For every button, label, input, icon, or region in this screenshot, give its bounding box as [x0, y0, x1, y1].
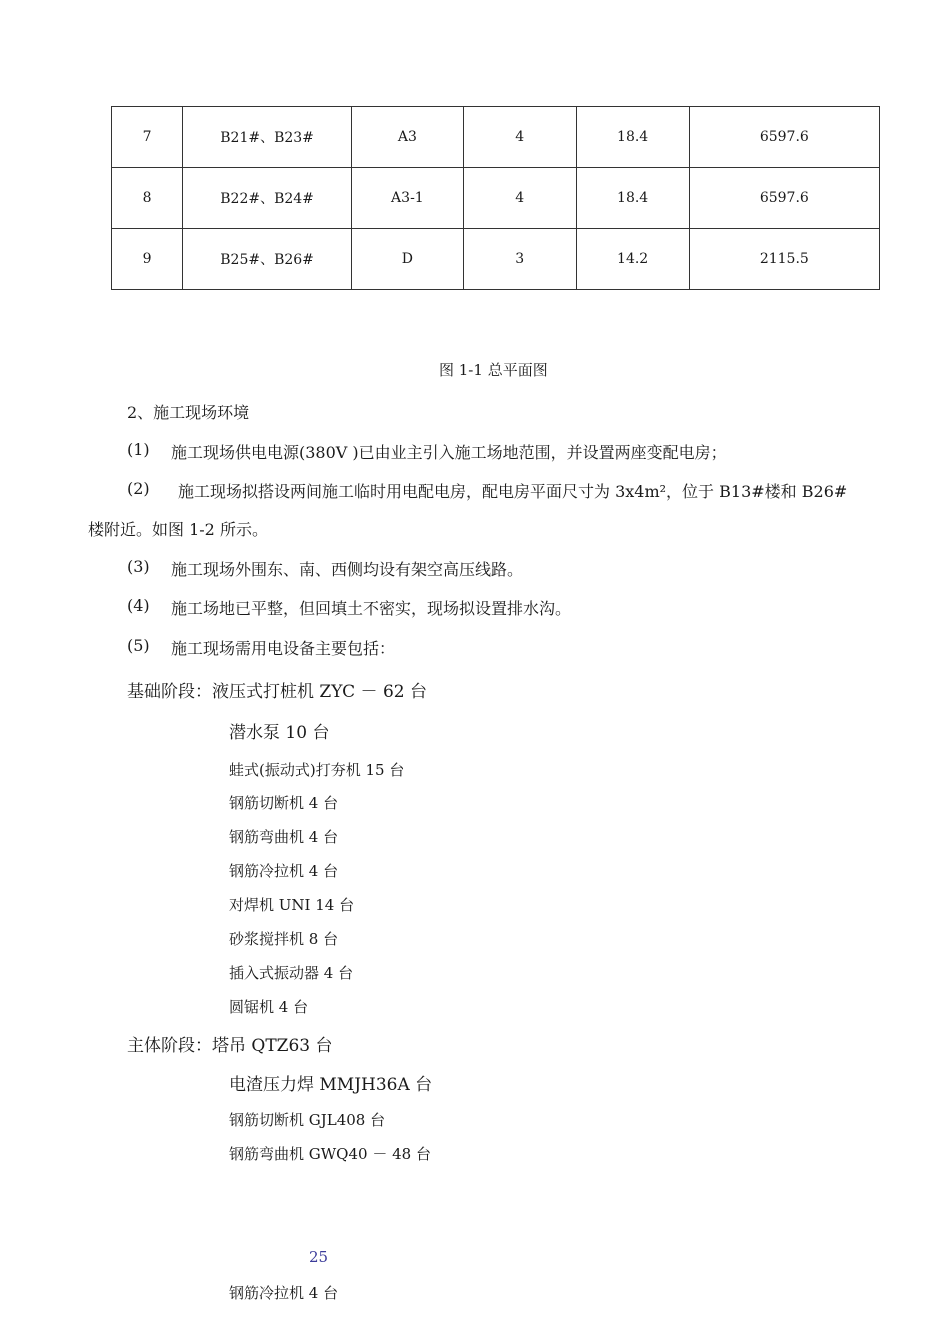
equipment-item: 电渣压力焊 MMJH36A 台: [229, 1075, 433, 1095]
table-cell: 6597.6: [689, 107, 879, 168]
equipment-item: 钢筋切断机 GJL408 台: [229, 1111, 386, 1129]
equipment-item: 钢筋弯曲机 4 台: [229, 828, 339, 846]
item-1-number: (1): [127, 440, 150, 459]
equipment-item: 插入式振动器 4 台: [229, 964, 354, 982]
item-2-continuation: 楼附近。如图 1-2 所示。: [88, 520, 268, 539]
equipment-item: 钢筋冷拉机 4 台: [229, 862, 339, 880]
equipment-item: 蛙式(振动式)打夯机 15 台: [229, 761, 405, 779]
table-cell: 2115.5: [689, 229, 879, 290]
equipment-item: 圆锯机 4 台: [229, 998, 309, 1016]
item-3-text: 施工现场外围东、南、西侧均设有架空高压线路。: [171, 560, 524, 579]
equipment-item: 钢筋切断机 4 台: [229, 794, 339, 812]
figure-caption: 图 1-1 总平面图: [439, 361, 548, 379]
item-2-text: 施工现场拟搭设两间施工临时用电配电房，配电房平面尺寸为 3x4m²，位于 B13#楼和 B26#: [178, 482, 848, 501]
table-cell: 8: [112, 168, 183, 229]
table-cell: A3: [351, 107, 463, 168]
equipment-item: 对焊机 UNI 14 台: [229, 896, 355, 914]
table-cell: 14.2: [576, 229, 689, 290]
item-3-number: (3): [127, 557, 150, 576]
equipment-item: 砂浆搅拌机 8 台: [229, 930, 339, 948]
building-table: [111, 106, 880, 290]
table-cell: D: [351, 229, 463, 290]
equipment-item: 钢筋冷拉机 4 台: [229, 1284, 339, 1302]
equipment-item: 钢筋弯曲机 GWQ40 － 48 台: [229, 1145, 431, 1163]
table-cell: 7: [112, 107, 183, 168]
table-cell: B22#、B24#: [183, 168, 352, 229]
item-2-number: (2): [127, 479, 150, 498]
table-cell: 18.4: [576, 168, 689, 229]
table-row: [112, 229, 880, 290]
table-cell: 18.4: [576, 107, 689, 168]
table-cell: B21#、B23#: [183, 107, 352, 168]
equipment-item: 潜水泵 10 台: [229, 723, 330, 743]
table-cell: A3-1: [351, 168, 463, 229]
table-cell: 3: [463, 229, 576, 290]
main-stage-label: 主体阶段：塔吊 QTZ63 台: [127, 1036, 333, 1056]
item-5-text: 施工现场需用电设备主要包括：: [171, 639, 396, 658]
item-4-text: 施工场地已平整，但回填土不密实，现场拟设置排水沟。: [171, 599, 572, 618]
foundation-stage-label: 基础阶段：液压式打桩机 ZYC － 62 台: [127, 682, 427, 702]
section-title: 2、施工现场环境: [127, 403, 250, 422]
table-cell: 4: [463, 107, 576, 168]
item-1-text: 施工现场供电电源(380V )已由业主引入施工场地范围，并设置两座变配电房；: [171, 443, 727, 462]
table-row: [112, 107, 880, 168]
table-cell: B25#、B26#: [183, 229, 352, 290]
table-cell: 4: [463, 168, 576, 229]
item-5-number: (5): [127, 636, 150, 655]
table-row: [112, 168, 880, 229]
item-4-number: (4): [127, 596, 150, 615]
table-cell: 6597.6: [689, 168, 879, 229]
table-cell: 9: [112, 229, 183, 290]
page-number: 25: [309, 1248, 329, 1266]
